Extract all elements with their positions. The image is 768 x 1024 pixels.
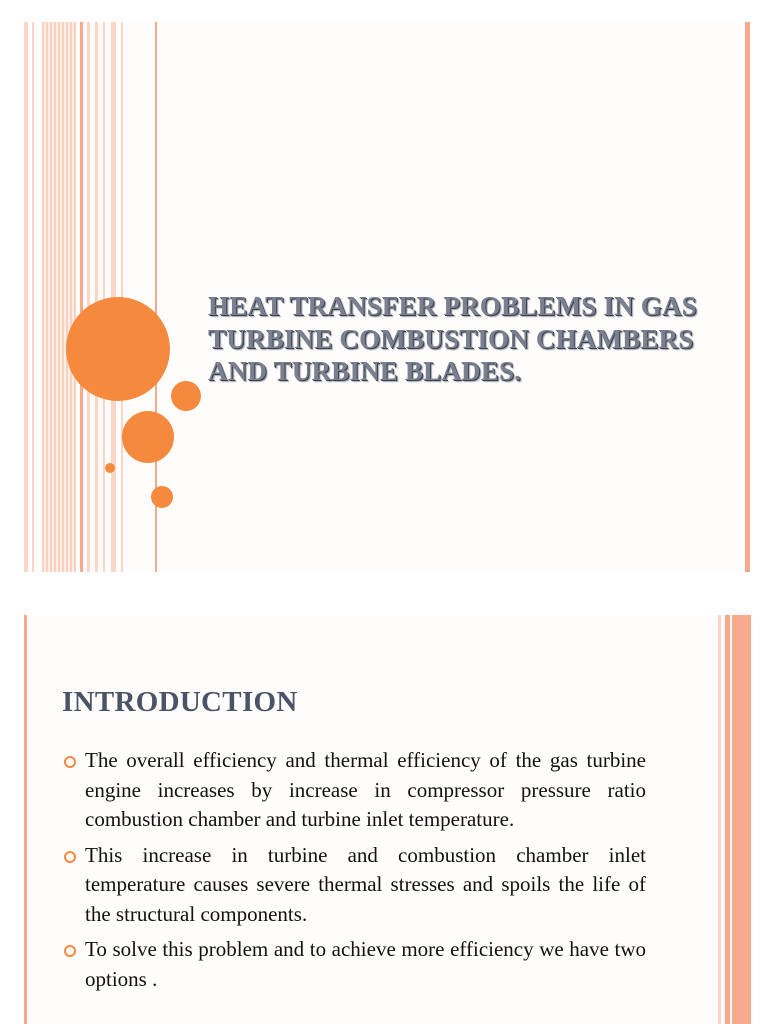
bullet-circle-icon <box>64 756 76 768</box>
left-stripe <box>80 22 83 572</box>
bullet-text: This increase in turbine and combustion chamber inlet temperature causes severe thermal stresses and spoils the life of the structural components. <box>85 842 646 926</box>
list-item <box>62 841 646 930</box>
left-stripe <box>24 22 28 572</box>
left-stripe <box>87 22 90 572</box>
left-stripe <box>32 22 34 572</box>
tiny-circle-decoration <box>105 463 115 473</box>
right-stripe <box>745 22 750 572</box>
bullet-text: The overall efficiency and thermal efficiency of the gas turbine engine increases by increase in compressor pressure ratio combustion chamber and turbine inlet temperature. <box>85 748 646 831</box>
bullet-circle-icon <box>64 945 76 957</box>
section-heading: INTRODUCTION <box>62 686 298 718</box>
bullet-list <box>62 746 646 1000</box>
right-stripe <box>718 615 721 1024</box>
medium-circle-decoration <box>122 411 174 463</box>
bullet-circle-icon <box>64 851 76 863</box>
small-circle-decoration <box>171 381 201 411</box>
left-stripe <box>103 22 105 572</box>
large-circle-decoration <box>66 297 170 401</box>
bullet-text: To solve this problem and to achieve more efficiency we have two options . <box>85 937 646 991</box>
right-stripe <box>732 615 751 1024</box>
left-hatch-band <box>42 22 76 572</box>
small-circle-decoration <box>151 486 173 508</box>
left-stripe <box>95 22 98 572</box>
title-slide <box>24 22 751 572</box>
left-stripe <box>24 615 27 1024</box>
list-item <box>62 746 646 835</box>
right-stripe <box>725 615 730 1024</box>
slide-title: HEAT TRANSFER PROBLEMS IN GAS TURBINE COMBUSTION CHAMBERS AND TURBINE BLADES. <box>208 291 697 386</box>
list-item <box>62 935 646 994</box>
introduction-slide <box>24 615 751 1024</box>
